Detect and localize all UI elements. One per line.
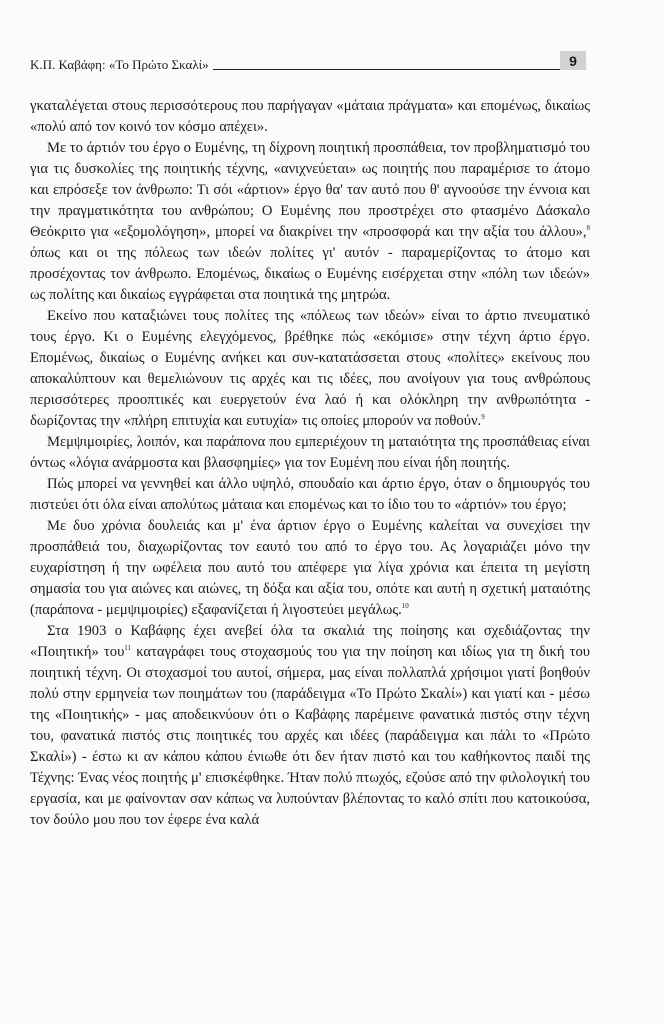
paragraph [30, 474, 590, 516]
footnote-ref: 10 [401, 602, 409, 610]
header-rule [213, 69, 562, 70]
paragraph-text: γκαταλέγεται στους περισσότερους που παρήγαγαν «μάταια πράγματα» και επομένως, δικαίως «πολύ από τον κοινό τον κόσμο απέχει». [30, 98, 590, 135]
footnote-ref: 8 [586, 224, 590, 232]
body-text [30, 96, 590, 831]
paragraph [30, 138, 590, 306]
paragraph [30, 516, 590, 621]
paragraph-text: όπως και οι της πόλεως των ιδεών πολίτες γι' αυτόν - παραμερίζοντας το άτομο και προσέχοντας τον άνθρωπο. Επομένως, δικαίως ο Ευμένης εισέρχεται στην «πόλη των ιδεών» ως πολίτης και δικαίως εγγράφεται στα ποιητικά της μητρώα. [30, 245, 590, 303]
page-number: 9 [560, 51, 586, 70]
paragraph [30, 621, 590, 831]
paragraph-text: Εκείνο που καταξιώνει τους πολίτες της «πόλεως των ιδεών» είναι το άρτιο πνευματικό τους έργο. Κι ο Ευμένης ελεγχόμενος, βρέθηκε πώς «εκόμισε» στην τέχνη άρτιο έργο. Επομένως, δικαίως ο Ευμένης ανήκει και συν-κατατάσσεται στους «πολίτες» εκείνους που αποκαλύπτουν και θεμελιώνουν τις αρχές και τις ιδέες, που ανοίγουν για τους ανθρώπους περισσότερες προοπτικές και ευεργετούν ένα λαό ή και ολόκληρη την ανθρωπότητα - δωρίζοντας την «πλήρη επιτυχία και ευτυχία» τις οποίες μπορούν να ποθούν. [30, 308, 590, 429]
paragraph [30, 306, 590, 432]
paragraph [30, 96, 590, 138]
running-header [30, 52, 590, 72]
paragraph-text: Στα 1903 ο Καβάφης έχει ανεβεί όλα τα σκαλιά της ποίησης και σχεδιάζοντας την «Ποιητική» του [30, 623, 590, 660]
paragraph [30, 432, 590, 474]
paragraph-text: Με δυο χρόνια δουλειάς και μ' ένα άρτιον έργο ο Ευμένης καλείται να συνεχίσει την προσπάθειά του, διαχωρίζοντας τον εαυτό του από το έργο του. Ας λογαριάζει μόνο την ευχαρίστηση ή την ωφέλεια που αυτό του απέφερε για λίγα χρόνια και έπειτα τη μεγίστη σημασία του για αιώνες και αιώνες, τη δόξα και αξία του, οπότε και αυτή η σχετική ματαιότης (παράπονα - μεμψιμοιρίες) εξαφανίζεται ή λιγοστεύει μεγάλως. [30, 518, 590, 618]
paragraph-text: Μεμψιμοιρίες, λοιπόν, και παράπονα που εμπεριέχουν τη ματαιότητα της προσπάθειας είναι όντως «λόγια ανάρμοστα και βλασφημίες» για τον Ευμένη που είναι ήδη ποιητής. [30, 434, 590, 471]
footnote-ref: 9 [481, 413, 485, 421]
paragraph-text: καταγράφει τους στοχασμούς του για την ποίηση και ιδίως για τη δική του ποιητική τέχνη. Οι στοχασμοί του αυτοί, σήμερα, μας είναι πολλαπλά χρήσιμοι γιατί βοηθούν πολύ στην ερμηνεία των ποιημάτων του (παράδειγμα «Το Πρώτο Σκαλί») και γιατί και - μέσω της «Ποιητικής» - μας αποδεικνύουν ότι ο Καβάφης παρέμεινε φανατικά πιστός στην τέχνη του, φανατικά πιστός στις ποιητικές του αρχές και ιδέες (παράδειγμα και πάλι το «Πρώτο Σκαλί») - έστω κι αν κάπου κάπου ένιωθε ότι δεν ήταν πιστό και του καθήκοντος παιδί της Τέχνης: Ένας νέος ποιητής μ' επισκέφθηκε. Ήταν πολύ πτωχός, εζούσε από την φιλολογική του εργασία, και με φαίνονταν σαν κάπως να λυπούνταν βλέποντας το καλό σπίτι που κατοικούσα, τον δούλο μου που τον έφερε ένα καλά [30, 644, 590, 828]
paragraph-text: Πώς μπορεί να γεννηθεί και άλλο υψηλό, σπουδαίο και άρτιο έργο, όταν ο δημιουργός του πιστεύει ότι όλα είναι απολύτως μάταια και επομένως και το ίδιο του το «άρτιόν» του έργο; [30, 476, 590, 513]
footnote-ref: 11 [124, 644, 132, 652]
running-header-title: Κ.Π. Καβάφη: «Το Πρώτο Σκαλί» [30, 57, 209, 72]
paragraph-text: Με το άρτιόν του έργο ο Ευμένης, τη δίχρονη ποιητική προσπάθεια, τον προβληματισμό του για τις δυσκολίες της ποιητικής τέχνης, «ανιχνεύεται» ως ποιητής που παραμέρισε το άτομο και επρόσεξε τον άνθρωπο: Τι σόι «άρτιον» έργο θα' ταν αυτό που θ' αγνοούσε την έννοια και την πραγματικότητα του ανθρώπου; Ο Ευμένης που προστρέχει στο φτασμένο Δάσκαλο Θεόκριτο για «εξομολόγηση», μπορεί να διακρίνει την «προσφορά και την αξία του άλλου», [30, 140, 591, 240]
